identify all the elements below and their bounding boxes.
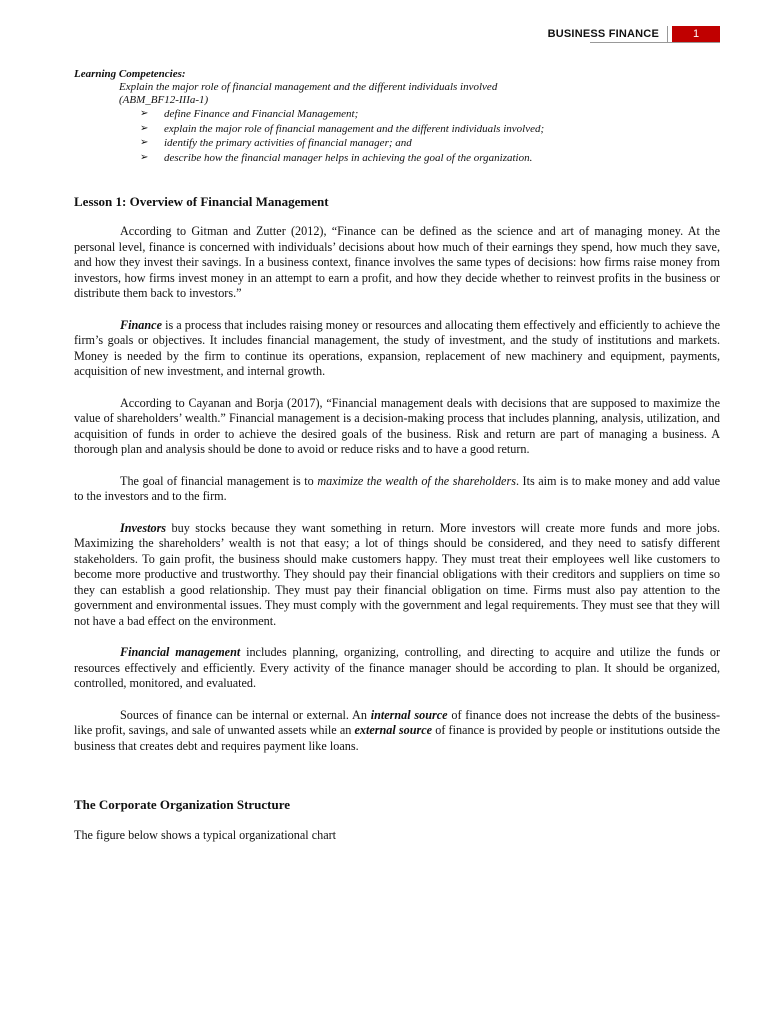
- arrow-bullet-icon: ➢: [140, 137, 149, 148]
- list-item: ➢ explain the major role of financial management and the different individuals involved;: [140, 122, 545, 135]
- lesson-title: Lesson 1: Overview of Financial Management: [74, 194, 329, 209]
- arrow-bullet-icon: ➢: [140, 108, 149, 119]
- header-divider: [667, 26, 668, 42]
- figure-intro: The figure below shows a typical organizational chart: [74, 828, 337, 842]
- section-title: The Corporate Organization Structure: [74, 797, 291, 812]
- document-title: BUSINESS FINANCE: [547, 28, 659, 40]
- goal-emphasis: maximize the wealth of the shareholders: [317, 473, 516, 488]
- page-header: [548, 26, 720, 42]
- competencies-title: Learning Competencies:: [74, 68, 186, 80]
- paragraph-investors: Investors buy stocks because they want something in return. More investors will create more funds and more jobs. Maximizing the shareholders’ wealth is not that easy; a lot of things should be considered, and they need to satisfy different stakeholders. To gain profit, the business should make customers happy. They must treat their employees well like customers to become more productive and trustworthy. They should pay their financial obligations with their creditors and suppliers on time so they can establish a good relationship. They must pay their financial obligation on time. Firms must also pay attention to the government and environmental issues. They must comply with the government and legal requirements. They must see that they will not have a bad effect on the environment.: [74, 520, 720, 628]
- term-external-source: external source: [354, 723, 433, 737]
- paragraph-finance-definition: According to Gitman and Zutter (2012), “Finance can be defined as the science and art of managing money. At the personal level, finance is concerned with individuals’ decisions about how much of their earnings they spend, how much they save, and how they invest their savings. In a business context, finance involves the same types of decisions: how firms raise money from investors, how firms invest money in an attempt to earn a profit, and how they decide whether to reinvest profits in the business or distribute them back to investors.”: [74, 224, 720, 300]
- header-rule: [590, 42, 720, 43]
- list-item: ➢ identify the primary activities of financial manager; and: [140, 137, 412, 149]
- competencies-intro: Explain the major role of financial management and the different individuals involved: [119, 81, 498, 93]
- page-body: [74, 68, 720, 843]
- term-investors: Investors: [120, 520, 167, 535]
- paragraph-goal: The goal of financial management is to maximize the wealth of the shareholders. Its aim is to make money and add value to the investors and to the firm.: [74, 473, 720, 503]
- paragraph-sources-of-finance: Sources of finance can be internal or external. An internal source of finance does not increase the debts of the business-like profit, savings, and sale of unwanted assets while an external source of finance is provided by people or institutions outside the business that creates debt and requires payment like loans.: [74, 707, 721, 753]
- term-finance: Finance: [120, 317, 162, 332]
- arrow-bullet-icon: ➢: [140, 122, 149, 134]
- list-item: ➢ describe how the financial manager helps in achieving the goal of the organization.: [140, 151, 533, 164]
- term-financial-management: Financial management: [120, 645, 241, 659]
- term-internal-source: internal source: [370, 707, 448, 722]
- paragraph-financial-management-activities: Financial management includes planning, organizing, controlling, and directing to acquire and utilize the funds or resources effectively and efficiently. Every activity of the finance manager should be according to plan. It should be organized, controlled, monitored, and evaluated.: [74, 645, 721, 690]
- competencies-list: [140, 107, 720, 165]
- paragraph-finance-process: Finance is a process that includes raising money or resources and allocating them effectively and efficiently to achieve the firm’s goals or objectives. It includes financial management, the study of investment, and the study of institutions and markets. Money is needed by the firm to continue its operations, expansion, replacement of new machinery and equipment, payments, acquisition of new investment, and internal growth.: [74, 317, 720, 378]
- paragraph-financial-management-definition: According to Cayanan and Borja (2017), “Financial management deals with decisions that are supposed to maximize the value of shareholders’ wealth.” Financial management is a decision-making process that includes planning, analysis, utilization, and acquisition of funds in order to achieve the desired goals of the business. Risk and return are part of managing a business. A thorough plan and analysis should be done to avoid or reduce risks and to have a good return.: [74, 395, 720, 456]
- competency-code: (ABM_BF12-IIIa-1): [119, 94, 209, 106]
- page-number-badge: 1: [672, 26, 720, 42]
- arrow-bullet-icon: ➢: [140, 151, 149, 163]
- list-item: ➢ define Finance and Financial Management;: [140, 108, 359, 120]
